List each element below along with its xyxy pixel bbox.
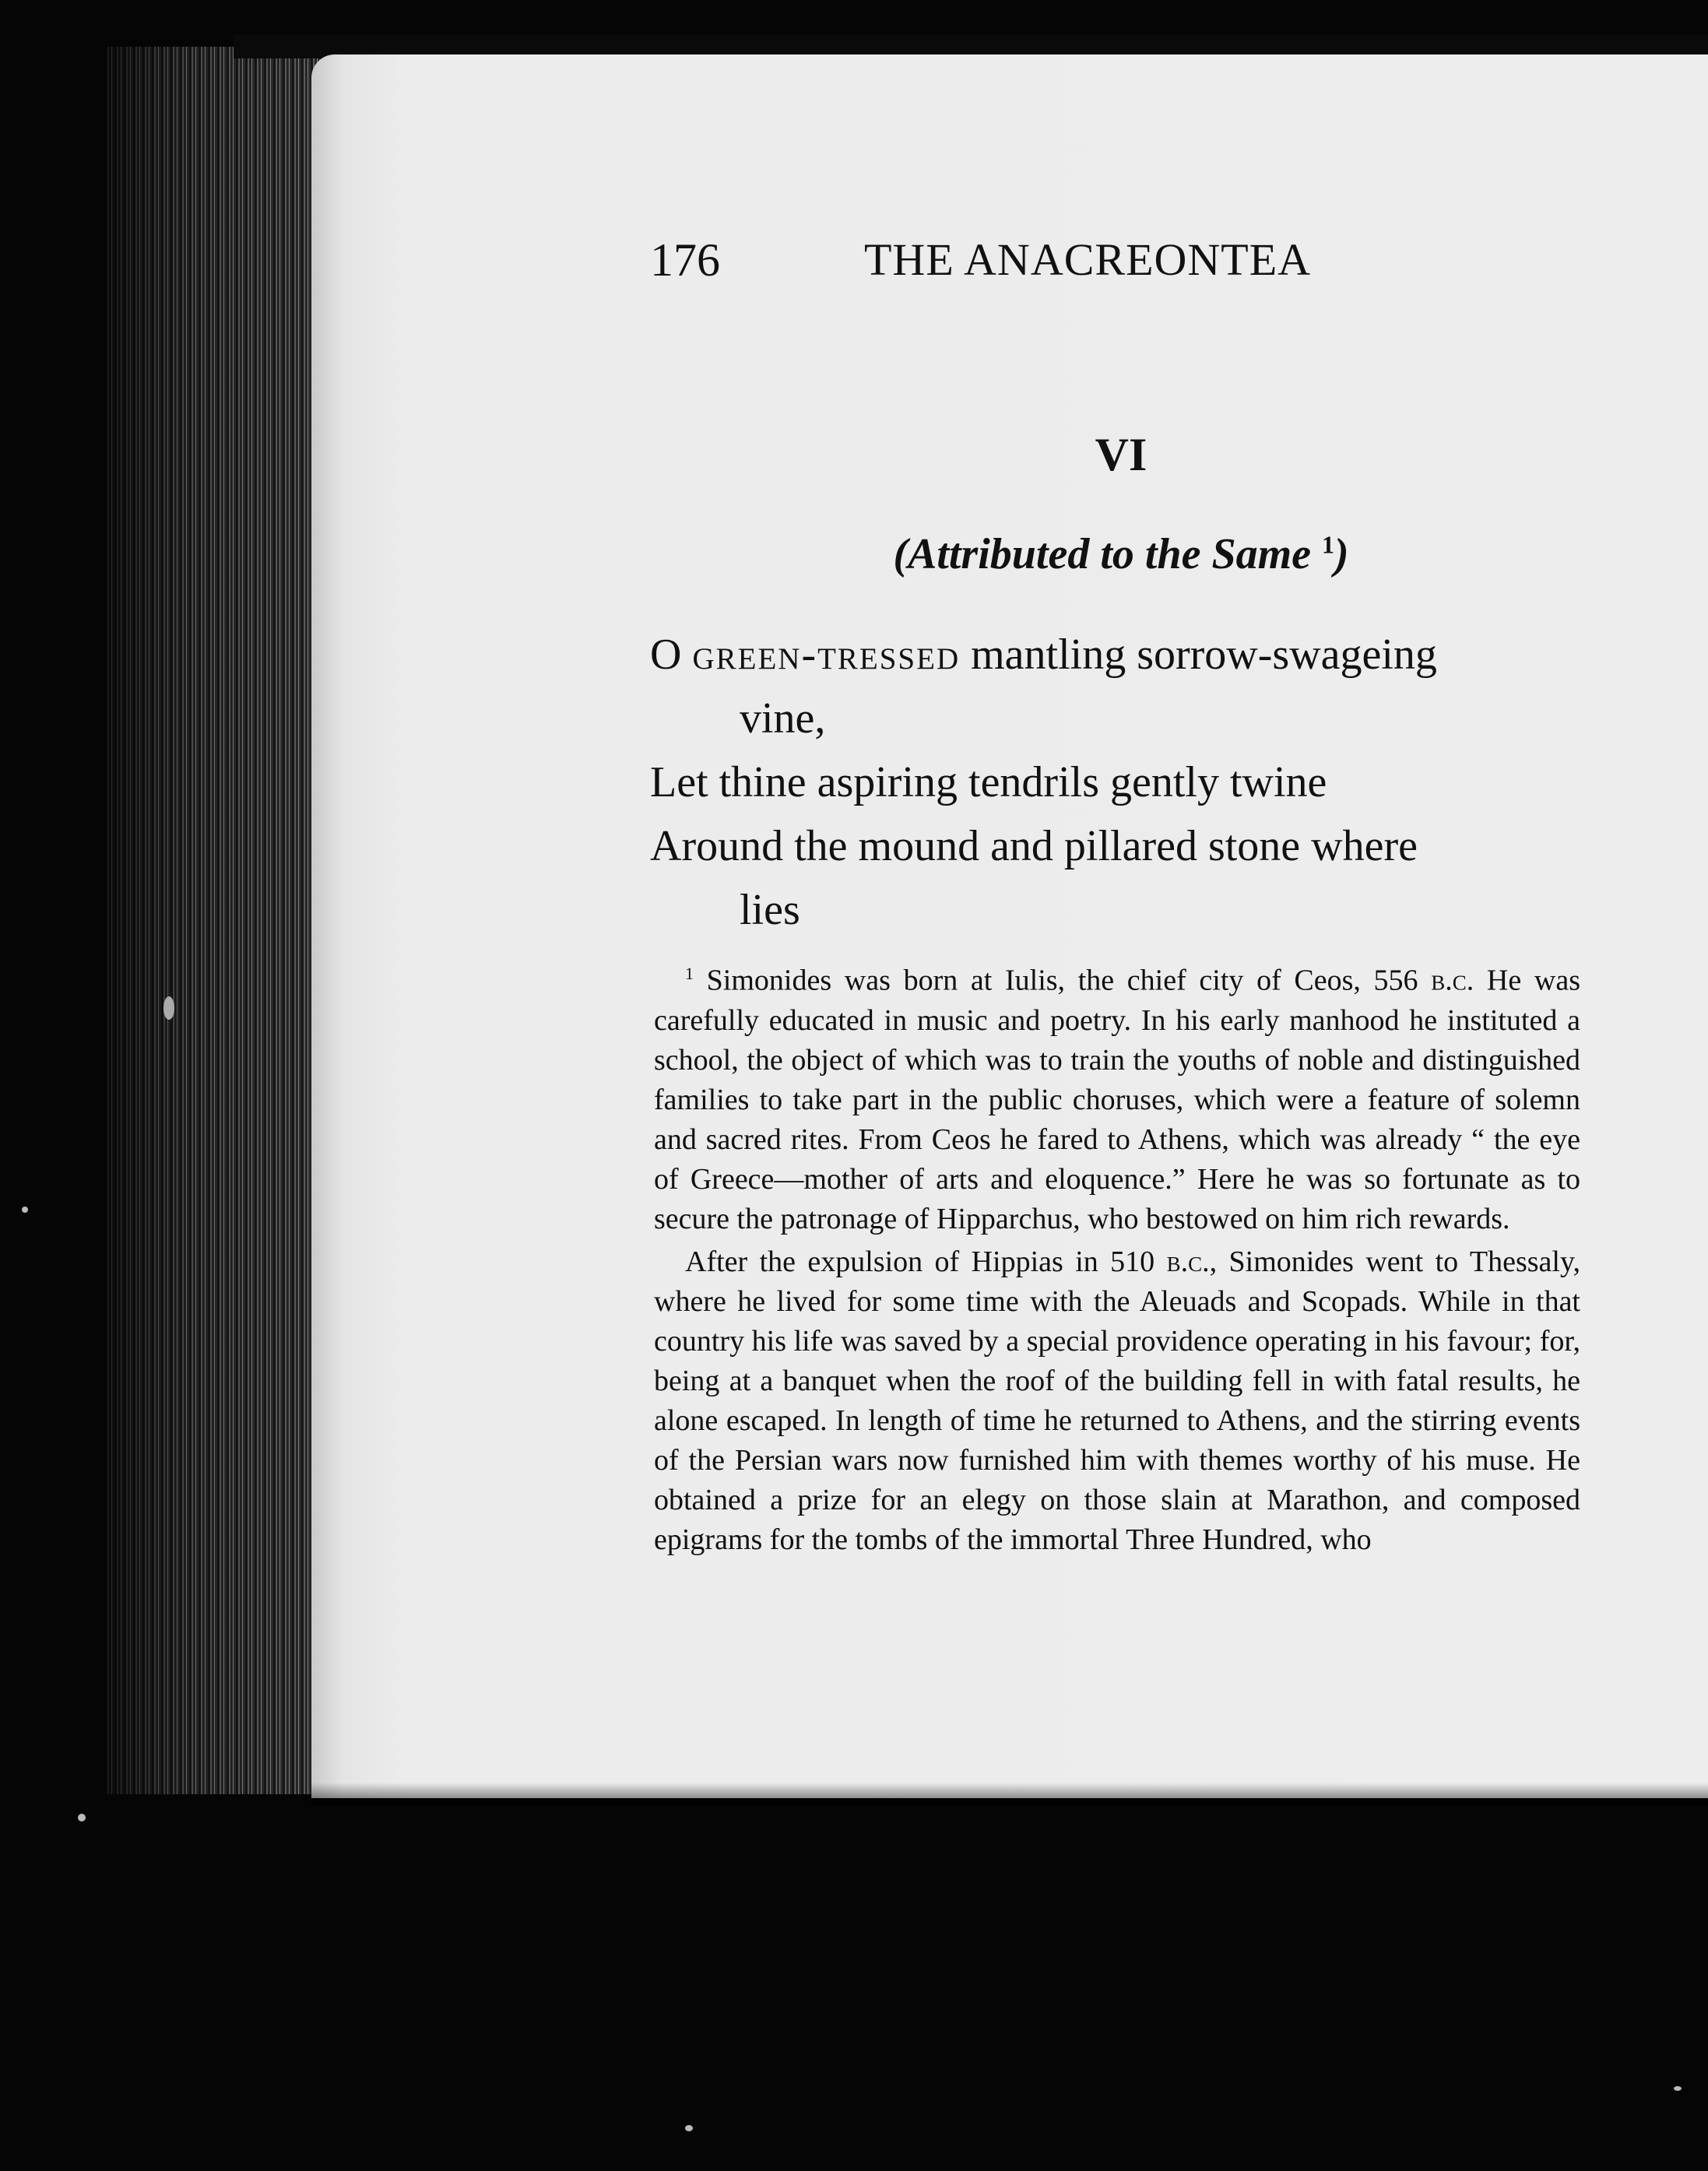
section-subtitle <box>817 529 1425 579</box>
running-title: THE ANACREONTEA <box>864 234 1312 285</box>
footnote-mark: 1 <box>685 964 694 983</box>
page-bottom-shadow <box>311 1783 1708 1806</box>
scan-speck <box>78 1814 86 1821</box>
poem-line-2: Let thine aspiring tendrils gently twine <box>650 758 1327 806</box>
scan-speck <box>1674 2086 1682 2091</box>
footnote-paragraph-2 <box>654 1242 1580 1560</box>
page-number: 176 <box>650 234 720 286</box>
footnote-text-1a: Simonides was born at Iulis, the chief city of Ceos, 556 <box>706 964 1432 997</box>
footnote-text-2b: , Simonides went to Thessaly, where he lived for some time with the Aleuads and Scopads. While in that country his life was saved by a special providence operating in his favour; for, being at a banquet when the roof of the building fell in with fatal results, he alone escaped. In length of time he returned to Athens, and the stirring events of the Persian wars now furnished him with themes worthy of his muse. He obtained a prize for an elegy on those slain at Marathon, and composed epigrams for the tombs of the immortal Three Hundred, who <box>654 1245 1581 1556</box>
footnote <box>654 954 1580 1560</box>
footnote-reference-mark: 1 <box>1322 530 1335 559</box>
poem-line-1-continuation: vine, <box>740 694 826 743</box>
poem-line-1 <box>650 623 1576 687</box>
poem <box>650 623 1576 942</box>
section-subtitle-text: (Attributed to the Same <box>893 530 1312 578</box>
scan-speck <box>685 2125 693 2131</box>
poem-smallcaps-opening: green-tressed <box>692 631 961 679</box>
era-abbreviation: b.c. <box>1166 1245 1210 1278</box>
footnote-text-2a: After the expulsion of Hippias in 510 <box>685 1245 1167 1278</box>
footnote-paragraph-1 <box>654 954 1580 1239</box>
section-subtitle-close: ) <box>1334 530 1349 578</box>
scan-speck <box>163 996 174 1020</box>
footnote-text-1b: He was carefully educated in music and poetry. In his early manhood he instituted a school, the object of which was to train the youths of noble and distinguished families to take part in the public choruses, which were a feature of solemn and sacred rites. From Ceos he fared to Athens, which was already “ the eye of Greece—mother of arts and eloquence.” Here he was so fortunate as to secure the patronage of Hipparchus, who bestowed on him rich rewards. <box>654 964 1581 1235</box>
section-number: VI <box>1095 429 1147 480</box>
scan-speck <box>22 1207 28 1213</box>
poem-line-3-continuation: lies <box>740 886 800 934</box>
poem-initial: O <box>650 631 682 679</box>
page-edges-shadow <box>105 47 327 1794</box>
era-abbreviation: b.c. <box>1431 964 1474 997</box>
poem-line-3: Around the mound and pillared stone where <box>650 822 1418 870</box>
running-head <box>650 234 1429 304</box>
poem-line-1-text: mantling sorrow-swageing <box>971 631 1437 679</box>
